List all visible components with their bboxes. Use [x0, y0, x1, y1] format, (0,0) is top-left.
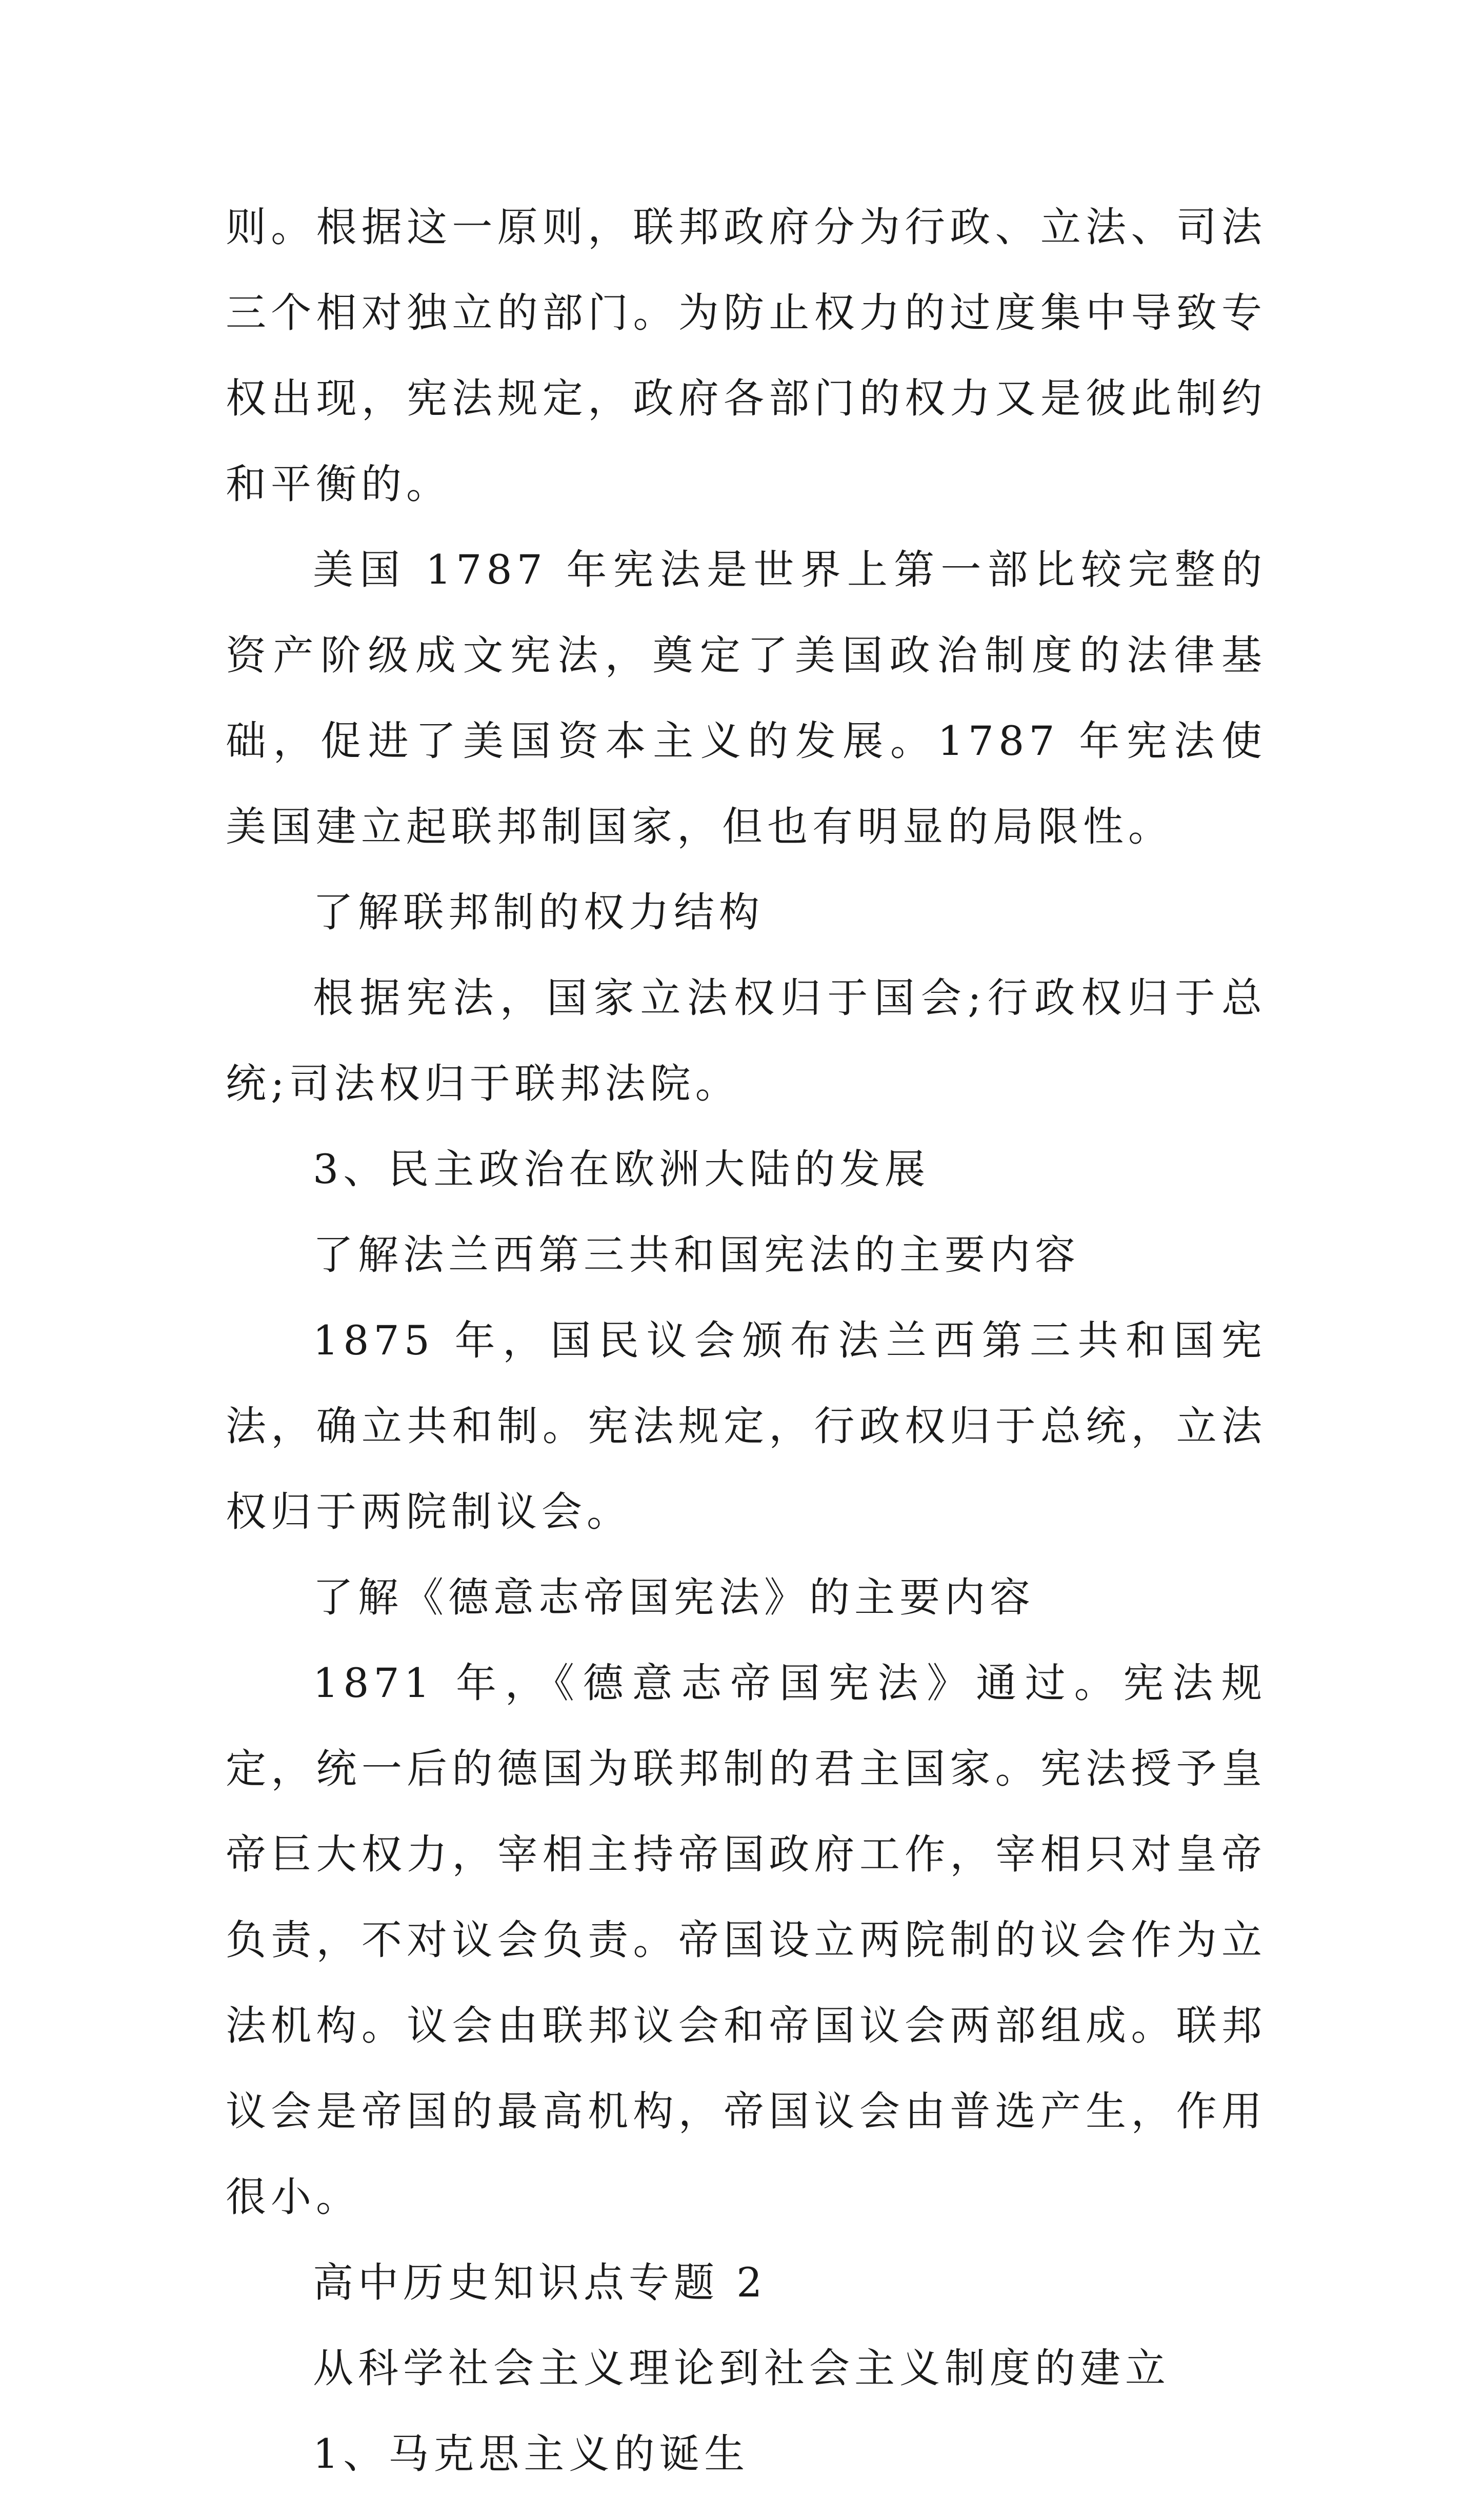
section-heading: 3、民主政治在欧洲大陆的发展 [313, 1146, 930, 1193]
topic-title: 高中历史知识点专题 2 [313, 2259, 767, 2306]
section-heading: 1、马克思主义的诞生 [313, 2430, 750, 2478]
paragraph: 1875 年，国民议会颁布法兰西第三共和国宪法，确立共和制。宪法规定，行政权归于总统，立法权归于两院制议会。 [226, 1317, 1267, 1535]
document-body [226, 185, 1267, 2497]
paragraph: 1871 年，《德意志帝国宪法》通过。宪法规定，统一后的德国为联邦制的君主国家。宪法授予皇帝巨大权力，宰相主持帝国政府工作，宰相只对皇帝负责，不对议会负责。帝国设立两院制的议会作为立法机构。议会由联邦议会和帝国议会两部组成。联邦议会是帝国的最高机构，帝国议会由普选产生，作用很小。 [226, 1660, 1267, 2221]
paragraph: 则。根据这一原则，联邦政府分为行政、立法、司法三个相对独立的部门。为防止权力的过度集中导致专权出现，宪法规定，政府各部门的权力又是彼此制约和平衡的。 [226, 204, 1267, 508]
section-heading: 了解联邦制的权力结构 [313, 889, 764, 936]
paragraph: 美国 1787 年宪法是世界上第一部比较完整的资产阶级成文宪法，奠定了美国政治制度的法律基础，促进了美国资本主义的发展。1787 年宪法使美国建立起联邦制国家，但也有明显的局限性。 [226, 546, 1267, 850]
section-heading: 了解《德意志帝国宪法》的主要内容 [313, 1574, 1035, 1621]
paragraph: 根据宪法，国家立法权归于国会;行政权归于总统;司法权归于联邦法院。 [226, 974, 1267, 1107]
section-heading: 了解法兰西第三共和国宪法的主要内容 [313, 1231, 1080, 1279]
section-heading: 从科学社会主义理论到社会主义制度的建立 [313, 2345, 1170, 2392]
